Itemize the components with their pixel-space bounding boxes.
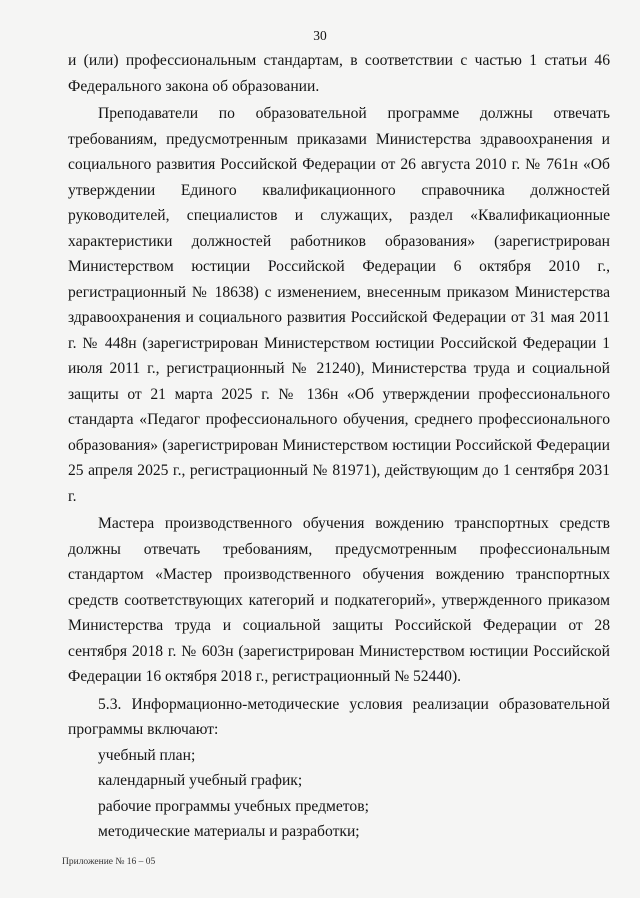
paragraph-driving-instructors-requirements: Мастера производственного обучения вождению транспортных средств должны отвечать требованиям, предусмотренным профессиональным стандартом «Мастер производственного обучения вождению транспортных средств соответствующих категорий и подкатегорий», утвержденного приказом Министерства труда и социальной защиты Российской Федерации от 28 сентября 2018 г. № 603н (зарегистрирован Министерством юстиции Российской Федерации 16 октября 2018 г., регистрационный № 52440). — [68, 515, 610, 685]
list-item: методические материалы и разработки; — [98, 823, 360, 840]
list-item: календарный учебный график; — [98, 772, 303, 789]
document-body — [68, 48, 610, 845]
paragraph-continuation: и (или) профессиональным стандартам, в соответствии с частью 1 статьи 46 Федерального закона об образовании. — [68, 52, 610, 95]
list-item: рабочие программы учебных предметов; — [98, 797, 369, 815]
paragraph-section-5-3: 5.3. Информационно-методические условия реализации образовательной программы включают: — [68, 695, 610, 738]
list-item: учебный план; — [98, 746, 196, 764]
page-number: 30 — [313, 28, 327, 43]
footer-attachment-label: Приложение № 16 – 05 — [62, 857, 156, 867]
paragraph-teachers-requirements: Преподаватели по образовательной программе должны отвечать требованиям, предусмотренным приказами Министерства здравоохранения и социального развития Российской Федерации от 26 августа 2010 г. № 761н «Об утверждении Единого квалификационного справочника должностей руководителей, специалистов и служащих, раздел «Квалификационные характеристики должностей работников образования» (зарегистрирован Министерством юстиции Российской Федерации 6 октября 2010 г., регистрационный № 18638) с изменением, внесенным приказом Министерства здравоохранения и социального развития Российской Федерации от 31 мая 2011 г. № 448н (зарегистрирован Министерством юстиции Российской Федерации 1 июля 2011 г., регистрационный № 21240), Министерства труда и социальной защиты от 21 марта 2025 г. № 136н «Об утверждении профессионального стандарта «Педагог профессионального обучения, среднего профессионального образования» (зарегистрирован Министерством юстиции Российской Федерации 25 апреля 2025 г., регистрационный № 81971), действующим до 1 сентября 2031 г. — [68, 105, 610, 505]
